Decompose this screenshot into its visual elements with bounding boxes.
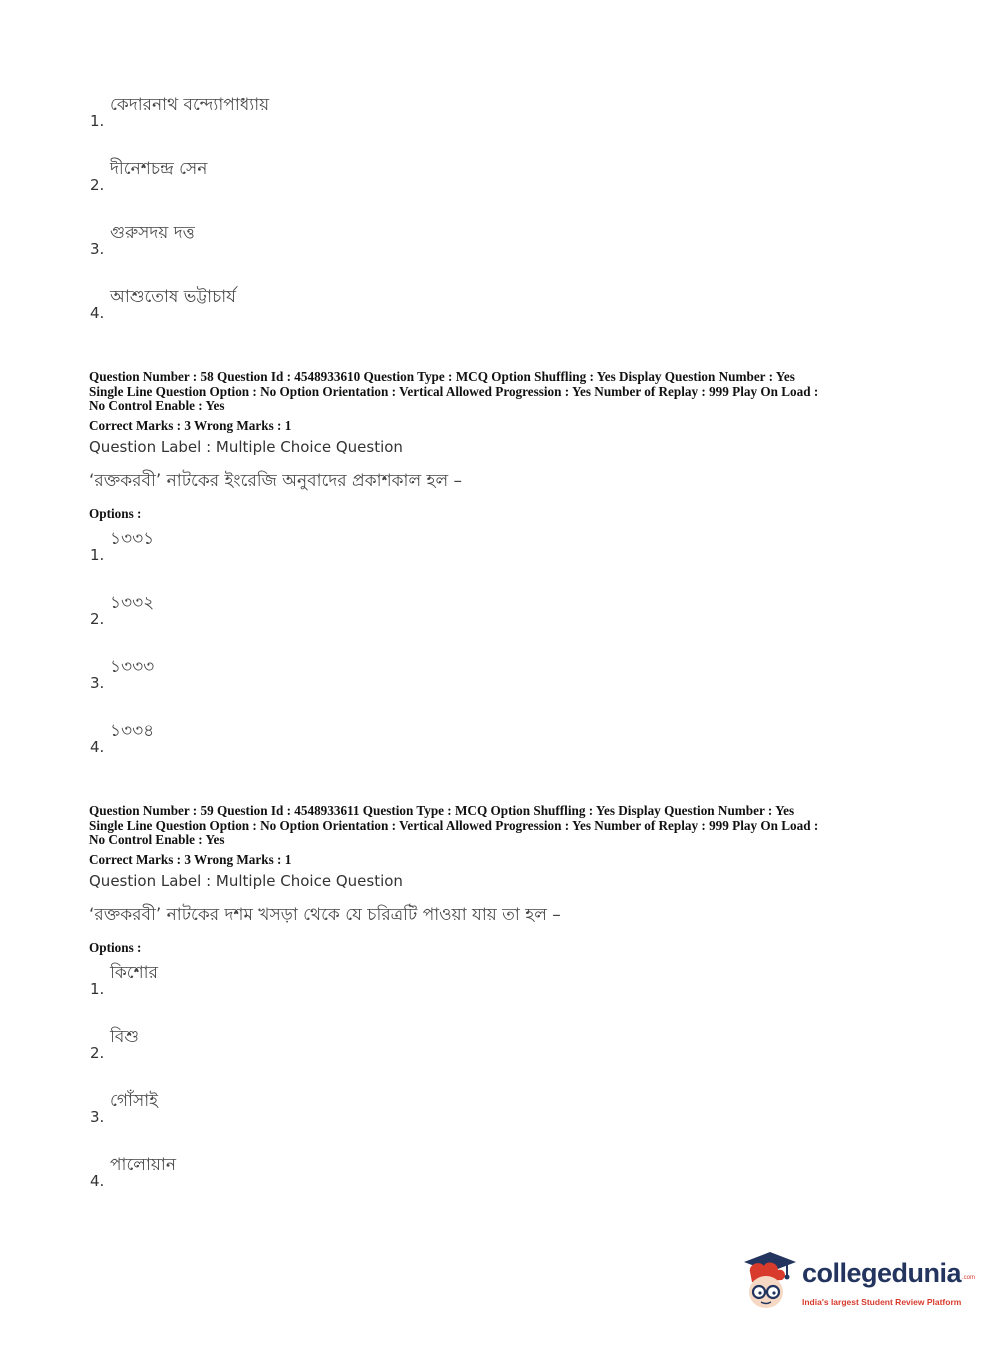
option-1[interactable] — [0, 92, 600, 132]
question-meta — [89, 804, 919, 848]
meta-line: No Control Enable : Yes — [89, 832, 225, 847]
option-text: পালোয়ান — [110, 1155, 176, 1175]
meta-line: Question Number : 59 Question Id : 4548933611 Question Type : MCQ Option Shuffling : Yes Display Question Number : Yes — [89, 803, 795, 818]
logo-tagline: India's largest Student Review Platform — [802, 1297, 962, 1307]
option-number: 1. — [90, 546, 105, 564]
meta-line: Question Number : 58 Question Id : 4548933610 Question Type : MCQ Option Shuffling : Yes Display Question Number : Yes — [89, 369, 795, 384]
option-4[interactable] — [0, 718, 600, 758]
option-text: বিশু — [110, 1027, 139, 1047]
option-text: গোঁসাই — [110, 1091, 158, 1111]
option-4[interactable] — [0, 1152, 600, 1192]
marks-line: Correct Marks : 3 Wrong Marks : 1 — [89, 418, 292, 433]
option-1[interactable] — [0, 526, 600, 566]
option-number: 4. — [90, 304, 105, 322]
mascot-icon — [742, 1250, 798, 1312]
option-3[interactable] — [0, 654, 600, 694]
option-text: ১৩৩২ — [110, 593, 155, 613]
option-number: 2. — [90, 176, 105, 194]
question-meta — [89, 370, 919, 414]
option-number: 4. — [90, 1172, 105, 1190]
option-text: গুরুসদয় দত্ত — [110, 223, 195, 243]
option-text: ১৩৩১ — [110, 529, 155, 549]
option-number: 2. — [90, 1044, 105, 1062]
option-number: 1. — [90, 112, 105, 130]
option-text: ১৩৩৩ — [110, 657, 155, 677]
option-text: আশুতোষ ভট্টাচার্য — [110, 287, 236, 307]
option-3[interactable] — [0, 220, 600, 260]
option-3[interactable] — [0, 1088, 600, 1128]
question-text: ‘রক্তকরবী’ নাটকের দশম খসড়া থেকে যে চরিত্রটি পাওয়া যায় তা হল – — [89, 905, 561, 925]
marks-line: Correct Marks : 3 Wrong Marks : 1 — [89, 852, 292, 867]
option-number: 3. — [90, 674, 105, 692]
option-2[interactable] — [0, 1024, 600, 1064]
option-4[interactable] — [0, 284, 600, 324]
meta-line: Single Line Question Option : No Option Orientation : Vertical Allowed Progression : Yes Number of Replay : 999 Play On Load : — [89, 817, 819, 833]
option-number: 1. — [90, 980, 105, 998]
option-text: ১৩৩৪ — [110, 721, 155, 741]
option-2[interactable] — [0, 156, 600, 196]
options-heading: Options : — [89, 940, 142, 955]
option-text: দীনেশচন্দ্র সেন — [110, 159, 208, 179]
option-text: কিশোর — [110, 963, 158, 983]
option-number: 2. — [90, 610, 105, 628]
option-number: 3. — [90, 1108, 105, 1126]
options-heading: Options : — [89, 506, 142, 521]
logo-domain: .com — [962, 1275, 976, 1281]
question-label: Question Label : Multiple Choice Question — [89, 872, 403, 890]
logo-wordmark: collegedunia — [802, 1258, 962, 1288]
meta-line: Single Line Question Option : No Option Orientation : Vertical Allowed Progression : Yes Number of Replay : 999 Play On Load : — [89, 383, 819, 399]
option-1[interactable] — [0, 960, 600, 1000]
collegedunia-logo[interactable] — [742, 1250, 976, 1312]
option-number: 4. — [90, 738, 105, 756]
option-2[interactable] — [0, 590, 600, 630]
meta-line: No Control Enable : Yes — [89, 398, 225, 413]
question-label: Question Label : Multiple Choice Question — [89, 438, 403, 456]
question-text: ‘রক্তকরবী’ নাটকের ইংরেজি অনুবাদের প্রকাশকাল হল – — [89, 471, 463, 491]
option-number: 3. — [90, 240, 105, 258]
option-text: কেদারনাথ বন্দ্যোপাধ্যায় — [110, 95, 270, 115]
